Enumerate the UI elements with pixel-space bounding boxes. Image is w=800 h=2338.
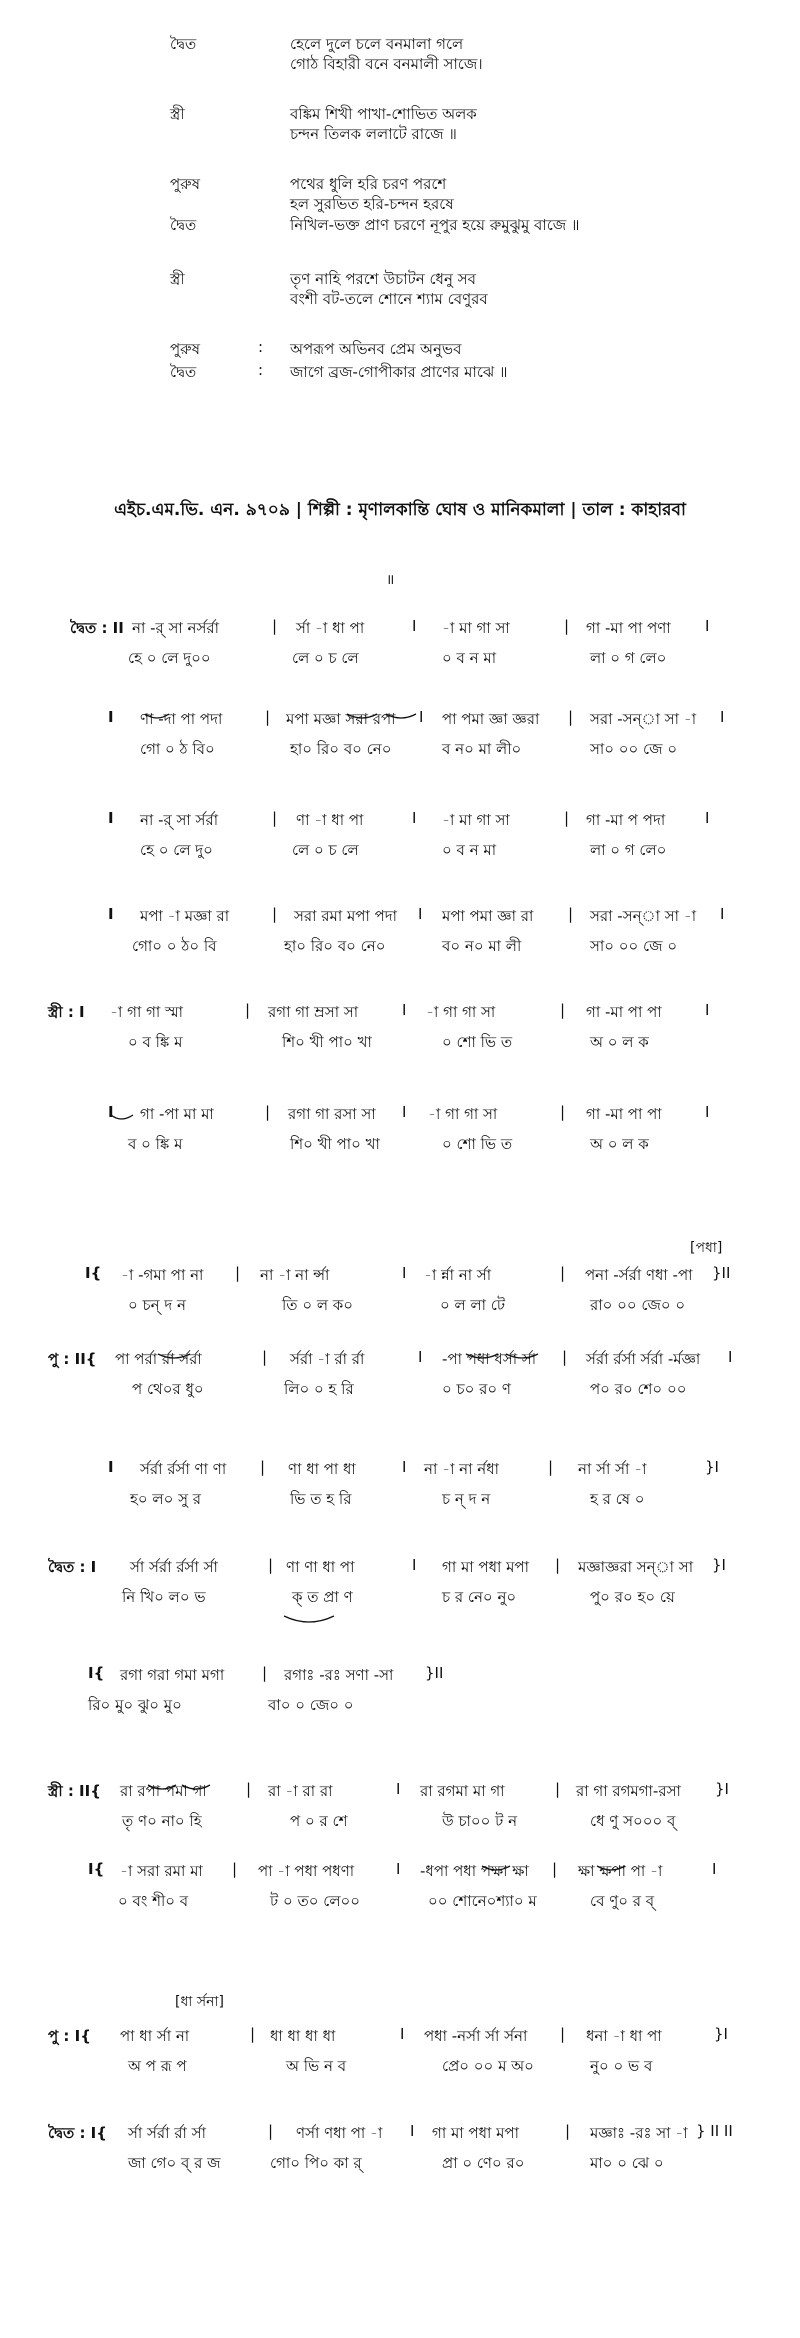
notation-cell: রগাঃ -রঃ সণা -সা bbox=[284, 1666, 394, 1684]
notation-cell: | bbox=[246, 1780, 252, 1798]
notation-cell: মপা মজ্ঞা সরা রপা bbox=[286, 710, 396, 728]
notation-cell: র্সর্রা -া র্রা র্রা bbox=[290, 1350, 365, 1368]
notation-cell: I bbox=[728, 1348, 733, 1366]
lyric-syllables: অ ভি ন ব bbox=[286, 2057, 347, 2075]
notation-cell: | bbox=[560, 1264, 566, 1282]
lyric-syllables: ০ ব ন মা bbox=[442, 841, 497, 859]
notation-cell: -া র্ন্না না র্সা bbox=[424, 1266, 492, 1284]
lyric-syllables: অ ০ ল ক bbox=[590, 1033, 649, 1051]
notation-cell: -া গা গা সা bbox=[426, 1003, 496, 1021]
row-marker: I bbox=[108, 1103, 114, 1121]
lyric-syllables: রা০ ০০ জে০ ০ bbox=[590, 1296, 686, 1314]
row-marker: I{ bbox=[88, 1664, 105, 1682]
notation-cell: পা পর্রা র্রা র্সর্রা bbox=[115, 1350, 202, 1368]
lyric-syllables: সা০ ০০ জে ০ bbox=[590, 740, 678, 758]
notation-cell: }I bbox=[712, 1556, 726, 1574]
notation-cell: গা -মা প পদা bbox=[586, 811, 666, 829]
notation-cell: র্সা র্সর্রা র্রা র্সা bbox=[128, 2124, 206, 2142]
record-info: এইচ.এম.ভি. এন. ৯৭০৯ | শিল্পী : মৃণালকান্তি ঘোষ ও মানিকমালা | তাল : কাহারবা bbox=[114, 500, 686, 520]
lyric-syllables: ০ ব ন মা bbox=[442, 649, 497, 667]
notation-cell: ণর্সা ণধা পা -া bbox=[296, 2124, 383, 2142]
notation-cell: গা মা পধা মপা bbox=[442, 1558, 529, 1576]
notation-cell: | bbox=[272, 905, 278, 923]
notation-cell: | bbox=[560, 1001, 566, 1019]
lyric-syllables: প্রে০ ০০ ম অ০ bbox=[442, 2057, 534, 2075]
notation-cell: রা -া রা রা bbox=[268, 1782, 333, 1800]
lyric-syllables: অ ০ ল ক bbox=[590, 1135, 649, 1153]
lyric-syllables: ট ০ ত০ লে০০ bbox=[270, 1892, 361, 1910]
notation-cell: I bbox=[402, 1264, 407, 1282]
notation-cell: | bbox=[268, 1556, 274, 1574]
notation-cell: I bbox=[412, 1556, 417, 1574]
notation-cell: I bbox=[396, 1860, 401, 1878]
notation-cell: | bbox=[564, 617, 570, 635]
lyric-syllables: মা০ ০ ঝে ০ bbox=[590, 2154, 664, 2172]
notation-cell: }II bbox=[712, 1264, 731, 1282]
lyric-syllables: লা ০ গ লে০ bbox=[590, 649, 667, 667]
lyric-line: পথের ধুলি হরি চরণ পরশে bbox=[290, 175, 447, 193]
notation-cell: | bbox=[555, 1780, 561, 1798]
lyric-syllables: শি০ খী পা০ খা bbox=[290, 1135, 380, 1153]
lyric-syllables: হে ০ লে দু০০ bbox=[128, 649, 211, 667]
speaker-label: দ্বৈত bbox=[170, 35, 197, 53]
row-marker: দ্বৈত : II bbox=[70, 619, 124, 637]
notation-cell: না -া না র্নধা bbox=[424, 1460, 499, 1478]
row-marker: I bbox=[108, 809, 114, 827]
notation-cell: না র্সা র্সা -া bbox=[578, 1460, 647, 1478]
note-tag: [ধা র্সনা] bbox=[175, 1994, 224, 2010]
note-tag: [পধা] bbox=[690, 1240, 723, 1256]
row-marker: দ্বৈত : I bbox=[48, 1558, 97, 1576]
notation-cell: | bbox=[568, 708, 574, 726]
speaker-label: পুরুষ bbox=[170, 175, 200, 193]
lyric-syllables: প্রা ০ ণে০ র০ bbox=[442, 2154, 525, 2172]
lyric-line: বঙ্কিম শিখী পাখা-শোভিত অলক bbox=[290, 105, 477, 123]
row-marker: পু : I{ bbox=[48, 2027, 91, 2045]
notation-cell: | bbox=[232, 1860, 238, 1878]
lyric-syllables: গো০ ০ ঠ০ বি bbox=[132, 937, 217, 955]
notation-cell: -া মা গা সা bbox=[442, 811, 510, 829]
notation-cell: } II II bbox=[696, 2122, 733, 2140]
notation-cell: -া মা গা সা bbox=[442, 619, 510, 637]
notation-cell: | bbox=[268, 2122, 274, 2140]
lyric-line: জাগে ব্রজ-গোপীকার প্রাণের মাঝে ॥ bbox=[290, 363, 508, 381]
notation-cell: I bbox=[402, 1103, 407, 1121]
row-marker: I bbox=[108, 1458, 114, 1476]
lyric-line: নিখিল-ভক্ত প্রাণ চরণে নূপুর হয়ে রুমুঝুমু বাজে ॥ bbox=[290, 216, 580, 234]
notation-cell: I bbox=[400, 2025, 405, 2043]
notation-cell: পধা -নর্সা র্সা র্সনা bbox=[424, 2027, 528, 2045]
lyric-syllables: ০ চন্ দ ন bbox=[128, 1296, 186, 1314]
notation-cell: ণা ণা ধা পা bbox=[286, 1558, 355, 1576]
lyric-syllables: লে ০ চ লে bbox=[292, 841, 359, 859]
notation-cell: -া গা গা স্মা bbox=[110, 1003, 183, 1021]
notation-cell: গা -মা পা পা bbox=[586, 1003, 662, 1021]
notation-cell: | bbox=[235, 1264, 241, 1282]
notation-cell: | bbox=[250, 2025, 256, 2043]
colon-mark: : bbox=[258, 361, 264, 379]
notation-cell: ণা ধা পা ধা bbox=[288, 1460, 356, 1478]
notation-cell: রা রপা পমা গা bbox=[120, 1782, 207, 1800]
row-marker: I bbox=[108, 905, 114, 923]
notation-cell: পনা -র্সর্রা ণধা -পা bbox=[585, 1266, 693, 1284]
notation-cell: রগা গা রসা সা bbox=[288, 1105, 376, 1123]
notation-cell: -া সরা রমা মা bbox=[120, 1862, 203, 1880]
notation-cell: র্সা র্সর্রা র্রর্সা র্সা bbox=[130, 1558, 218, 1576]
speaker-label: স্ত্রী bbox=[170, 105, 185, 123]
lyric-syllables: গো ০ ঠ বি০ bbox=[140, 740, 215, 758]
speaker-label: দ্বৈত bbox=[170, 363, 197, 381]
lyric-syllables: লে ০ চ লে bbox=[292, 649, 359, 667]
notation-cell: | bbox=[555, 1556, 561, 1574]
notation-cell: সরা -সন্‌া সা -া bbox=[590, 710, 697, 728]
notation-cell: -ধপা পধা পক্ষা ক্ষা bbox=[420, 1862, 529, 1880]
lyric-line: বংশী বট-তলে শোনে শ্যাম বেণুরব bbox=[290, 290, 488, 308]
notation-cell: -া গা গা সা bbox=[428, 1105, 498, 1123]
notation-cell: | bbox=[552, 1860, 558, 1878]
lyric-syllables: সা০ ০০ জে ০ bbox=[590, 937, 678, 955]
lyric-syllables: প০ র০ শে০ ০০ bbox=[590, 1380, 687, 1398]
notation-cell: গা মা পধা মপা bbox=[432, 2124, 519, 2142]
double-bar-mark: ॥ bbox=[386, 572, 395, 588]
notation-cell: I bbox=[396, 1780, 401, 1798]
notation-cell: | bbox=[560, 1103, 566, 1121]
notation-cell: র্সা -া ধা পা bbox=[296, 619, 365, 637]
lyric-syllables: ধে ণু স০০০ ব্ bbox=[590, 1812, 676, 1830]
row-marker: I{ bbox=[88, 1860, 105, 1878]
row-marker: দ্বৈত : I{ bbox=[48, 2124, 107, 2142]
notation-cell: মজ্ঞাজ্ঞরা সন্‌া সা bbox=[578, 1558, 694, 1576]
notation-cell: I bbox=[720, 905, 725, 923]
notation-cell: }I bbox=[714, 2025, 728, 2043]
speaker-label: পুরুষ bbox=[170, 340, 200, 358]
notation-cell: রা রগমা মা গা bbox=[420, 1782, 505, 1800]
lyric-syllables: ০ শো ভি ত bbox=[442, 1033, 513, 1051]
lyric-line: হল সুরভিত হরি-চন্দন হরষে bbox=[290, 195, 454, 213]
notation-cell: | bbox=[548, 1458, 554, 1476]
notation-cell: I bbox=[720, 708, 725, 726]
lyric-syllables: ০০ শোনে০শ্যা০ ম bbox=[428, 1892, 537, 1910]
lyric-syllables: লি০ ০ হ রি bbox=[284, 1380, 354, 1398]
speaker-label: স্ত্রী bbox=[170, 270, 185, 288]
notation-cell: I bbox=[705, 1001, 710, 1019]
notation-cell: I bbox=[418, 905, 423, 923]
notation-cell: I bbox=[402, 1001, 407, 1019]
lyric-syllables: হা০ রি০ ব০ নে০ bbox=[290, 740, 392, 758]
colon-mark: : bbox=[258, 338, 264, 356]
notation-cell: | bbox=[565, 2122, 571, 2140]
notation-cell: ণা -দা পা পদা bbox=[140, 710, 223, 728]
notation-cell: | bbox=[272, 809, 278, 827]
notation-cell: | bbox=[560, 2025, 566, 2043]
notation-cell: | bbox=[265, 708, 271, 726]
lyric-syllables: চ ন্ দ ন bbox=[442, 1490, 491, 1508]
lyric-syllables: পু০ র০ হ০ য়ে bbox=[590, 1588, 675, 1606]
notation-cell: ক্ষা ক্ষপা পা -া bbox=[578, 1862, 663, 1880]
lyric-syllables: ০ ল লা টে bbox=[440, 1296, 506, 1314]
notation-cell: -পা পধা ধর্সা র্সা bbox=[442, 1350, 537, 1368]
lyric-syllables: উ চা০০ ট ন bbox=[442, 1812, 518, 1830]
lyric-syllables: ভি ত হ রি bbox=[290, 1490, 352, 1508]
notation-cell: | bbox=[260, 1458, 266, 1476]
lyric-syllables: নু০ ০ ভ ব bbox=[590, 2057, 653, 2075]
notation-cell: গা -পা মা মা bbox=[140, 1105, 214, 1123]
notation-cell: পা ধা র্সা না bbox=[120, 2027, 190, 2045]
speaker-label: দ্বৈত bbox=[170, 216, 197, 234]
lyric-syllables: গো০ পি০ কা র্ bbox=[270, 2154, 362, 2172]
row-marker: পু : II{ bbox=[48, 1350, 97, 1368]
notation-cell: I bbox=[705, 617, 710, 635]
lyric-syllables: বে ণু০ র ব্ bbox=[590, 1892, 655, 1910]
lyric-syllables: ব ০ ঙ্কি ম bbox=[128, 1135, 183, 1153]
lyric-syllables: ০ চ০ র০ ণ bbox=[442, 1380, 511, 1398]
notation-cell: পা পমা জ্ঞা জ্ঞরা bbox=[442, 710, 540, 728]
notation-cell: -া -গমা পা না bbox=[121, 1266, 204, 1284]
lyric-line: গোঠ বিহারী বনে বনমালী সাজে। bbox=[290, 55, 483, 73]
lyric-syllables: ০ ব ঙ্কি ম bbox=[128, 1033, 183, 1051]
notation-cell: I bbox=[410, 2122, 415, 2140]
notation-cell: | bbox=[564, 809, 570, 827]
notation-cell: রগা গরা গমা মগা bbox=[120, 1666, 225, 1684]
notation-cell: | bbox=[562, 1348, 568, 1366]
notation-cell: | bbox=[265, 1103, 271, 1121]
notation-cell: ধা ধা ধা ধা bbox=[270, 2027, 336, 2045]
notation-cell: I bbox=[402, 1458, 407, 1476]
notation-cell: }I bbox=[705, 1458, 719, 1476]
notation-cell: I bbox=[412, 617, 417, 635]
notation-cell: পা -া পধা পধণা bbox=[258, 1862, 355, 1880]
notation-cell: গা -মা পা পা bbox=[586, 1105, 662, 1123]
lyric-line: তৃণ নাহি পরশে উচাটন ধেনু সব bbox=[290, 270, 476, 288]
lyric-syllables: প ০ র শে bbox=[290, 1812, 348, 1830]
lyric-syllables: ব০ ন০ মা লী bbox=[442, 937, 522, 955]
lyric-syllables: বা০ ০ জে০ ০ bbox=[268, 1696, 354, 1714]
notation-cell: }I bbox=[715, 1780, 729, 1798]
notation-cell: মপা পমা জ্ঞা রা bbox=[442, 907, 534, 925]
notation-cell: সরা রমা মপা পদা bbox=[294, 907, 398, 925]
lyric-syllables: ব ন০ মা লী০ bbox=[442, 740, 522, 758]
notation-cell: I bbox=[712, 1860, 717, 1878]
notation-cell: মপা -া মজ্ঞা রা bbox=[140, 907, 230, 925]
lyric-syllables: হ র ষে ০ bbox=[590, 1490, 645, 1508]
lyric-syllables: লা ০ গ লে০ bbox=[590, 841, 667, 859]
lyric-syllables: অ প রূ প bbox=[128, 2057, 187, 2075]
notation-cell: গা -মা পা পণা bbox=[586, 619, 671, 637]
notation-cell: সরা -সন্‌া সা -া bbox=[590, 907, 697, 925]
lyric-syllables: হা০ রি০ ব০ নে০ bbox=[284, 937, 386, 955]
notation-cell: I bbox=[419, 708, 424, 726]
lyric-syllables: রি০ মু০ ঝু০ মু০ bbox=[88, 1696, 182, 1714]
lyric-line: চন্দন তিলক ললাটে রাজে ॥ bbox=[290, 125, 457, 143]
notation-cell: | bbox=[568, 905, 574, 923]
notation-cell: ণা -া ধা পা bbox=[296, 811, 364, 829]
lyric-syllables: জা গে০ ব্ র জ bbox=[128, 2154, 221, 2172]
lyric-syllables: তি ০ ল ক০ bbox=[282, 1296, 354, 1314]
lyric-syllables: ০ শো ভি ত bbox=[442, 1135, 513, 1153]
notation-cell: | bbox=[262, 1664, 268, 1682]
notation-cell: I bbox=[418, 1348, 423, 1366]
lyric-syllables: হ০ ল০ সু র bbox=[130, 1490, 202, 1508]
row-marker: I bbox=[108, 708, 114, 726]
notation-cell: রা গা রগমগা-রসা bbox=[576, 1782, 681, 1800]
notation-cell: র্সর্রা র্রর্সা র্সর্রা -র্মজ্ঞা bbox=[586, 1350, 701, 1368]
notation-cell: | bbox=[272, 617, 278, 635]
lyric-syllables: শি০ খী পা০ খা bbox=[282, 1033, 372, 1051]
lyric-syllables: প থে০র ধু০ bbox=[132, 1380, 204, 1398]
row-marker: স্ত্রী : I bbox=[48, 1003, 85, 1021]
lyric-line: হেলে দুলে চলে বনমালা গলে bbox=[290, 35, 464, 53]
row-marker: I{ bbox=[85, 1264, 102, 1282]
notation-cell: | bbox=[245, 1001, 251, 1019]
notation-cell: না -র্ সা নর্সর্রা bbox=[132, 619, 219, 637]
row-marker: স্ত্রী : II{ bbox=[48, 1782, 101, 1800]
lyric-syllables: হে ০ লে দু০ bbox=[140, 841, 213, 859]
notation-cell: }II bbox=[425, 1664, 444, 1682]
notation-cell: র্সর্রা র্রর্সা ণা ণা bbox=[140, 1460, 227, 1478]
notation-cell: I bbox=[705, 1103, 710, 1121]
notation-cell: I bbox=[412, 809, 417, 827]
notation-cell: I bbox=[705, 809, 710, 827]
lyric-line: অপরূপ অভিনব প্রেম অনুভব bbox=[290, 340, 462, 358]
lyric-syllables: নি খি০ ল০ ভ bbox=[122, 1588, 206, 1606]
notation-cell: মজ্ঞাঃ -রঃ সা -া bbox=[590, 2124, 688, 2142]
notation-cell: না -র্ সা র্সর্রা bbox=[140, 811, 219, 829]
notation-cell: | bbox=[262, 1348, 268, 1366]
lyric-syllables: তৃ ণ০ না০ হি bbox=[122, 1812, 202, 1830]
lyric-syllables: চ র নে০ নু০ bbox=[442, 1588, 517, 1606]
notation-cell: না -া না র্ন্সা bbox=[260, 1266, 330, 1284]
notation-cell: ধনা -া ধা পা bbox=[586, 2027, 662, 2045]
lyric-syllables: ক্ ত প্রা ণ bbox=[292, 1588, 353, 1606]
notation-cell: রগা গা ম্রসা সা bbox=[268, 1003, 359, 1021]
lyric-syllables: ০ বং শী০ ব bbox=[118, 1892, 189, 1910]
